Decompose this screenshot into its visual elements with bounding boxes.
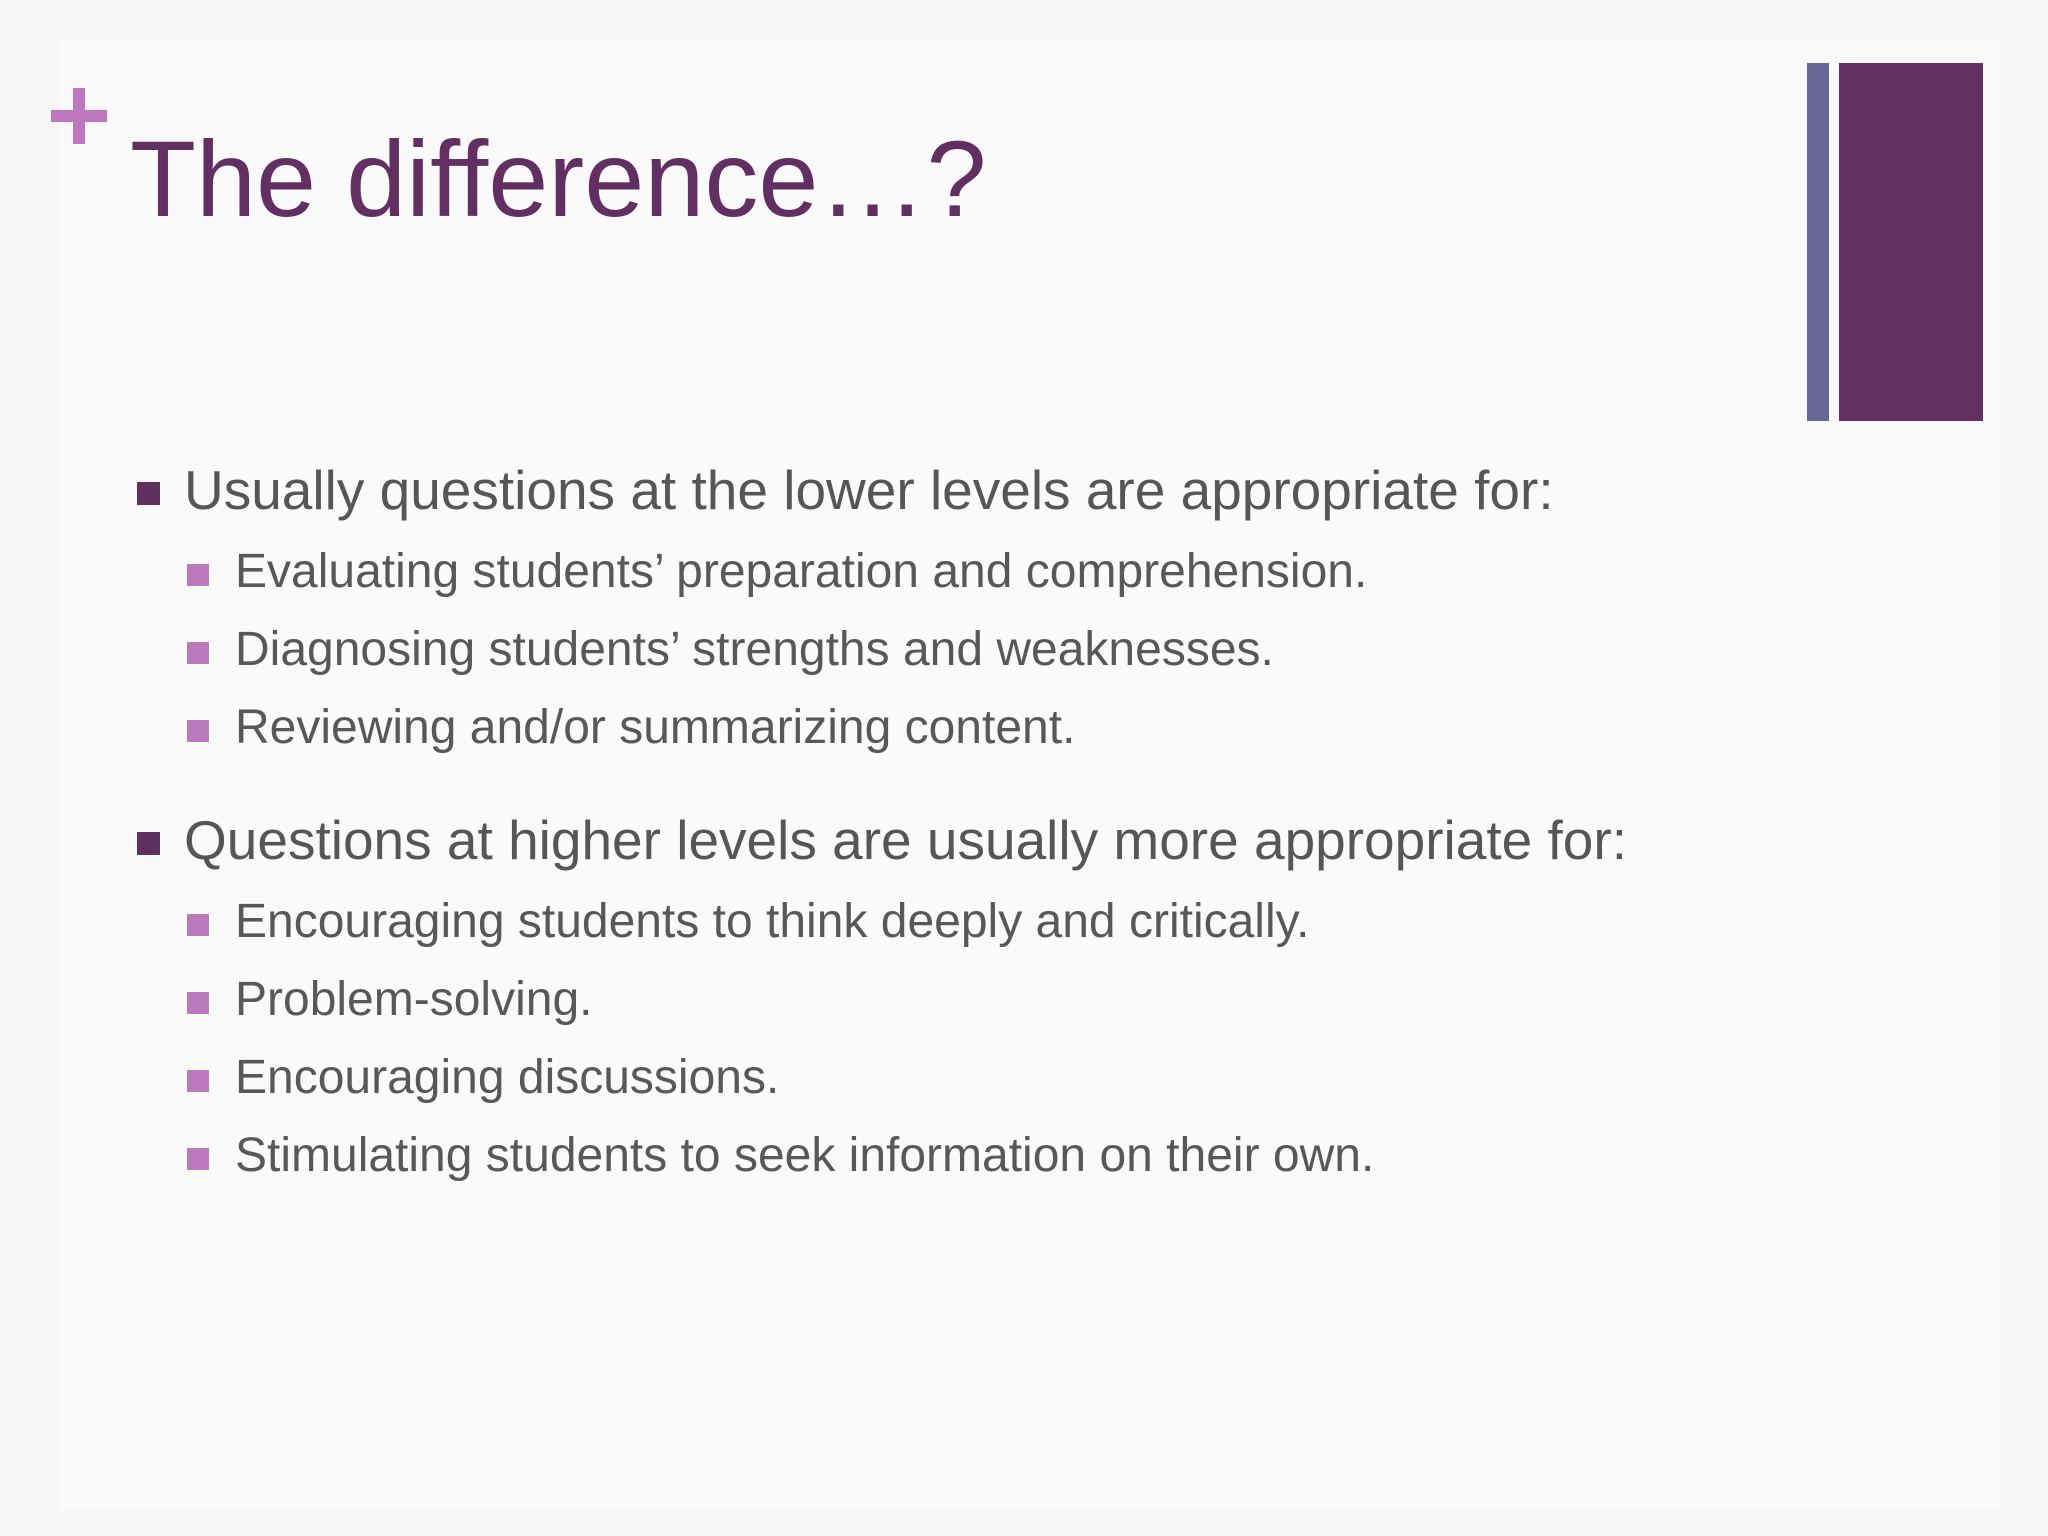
bullet-text: Usually questions at the lower levels are appropriate for:	[184, 459, 1554, 521]
sub-bullet-text: Diagnosing students’ strengths and weaknesses.	[235, 623, 1274, 676]
sub-bullet-item	[133, 891, 1833, 953]
sub-bullet-text: Stimulating students to seek information on their own.	[235, 1129, 1375, 1182]
square-bullet-icon	[187, 642, 209, 664]
sub-bullet-item	[133, 619, 1833, 681]
square-bullet-icon	[187, 1148, 209, 1170]
square-bullet-icon	[187, 914, 209, 936]
sub-bullet-item	[133, 541, 1833, 603]
bullet-group	[133, 455, 1833, 759]
square-bullet-icon	[187, 992, 209, 1014]
sub-bullet-text: Problem-solving.	[235, 973, 593, 1026]
sub-bullet-item	[133, 1125, 1833, 1187]
bullet-group	[133, 805, 1833, 1187]
sub-bullet-item	[133, 697, 1833, 759]
square-bullet-icon	[187, 1070, 209, 1092]
accent-bar-thin	[1807, 63, 1829, 421]
sub-bullet-text: Reviewing and/or summarizing content.	[235, 701, 1076, 754]
slide-title: The difference…?	[130, 118, 987, 239]
square-bullet-icon	[187, 720, 209, 742]
accent-bar-wide	[1839, 63, 1983, 421]
square-bullet-icon	[137, 832, 160, 855]
bullet-list	[133, 455, 1833, 1187]
bullet-item	[133, 805, 1833, 875]
sub-bullet-text: Encouraging students to think deeply and critically.	[235, 895, 1310, 948]
plus-icon	[51, 88, 107, 144]
sub-bullet-item	[133, 1047, 1833, 1109]
sub-bullet-item	[133, 969, 1833, 1031]
bullet-text: Questions at higher levels are usually more appropriate for:	[184, 809, 1627, 871]
square-bullet-icon	[137, 482, 160, 505]
square-bullet-icon	[187, 564, 209, 586]
sub-bullet-text: Encouraging discussions.	[235, 1051, 780, 1104]
bullet-item	[133, 455, 1833, 525]
sub-bullet-text: Evaluating students’ preparation and comprehension.	[235, 545, 1368, 598]
